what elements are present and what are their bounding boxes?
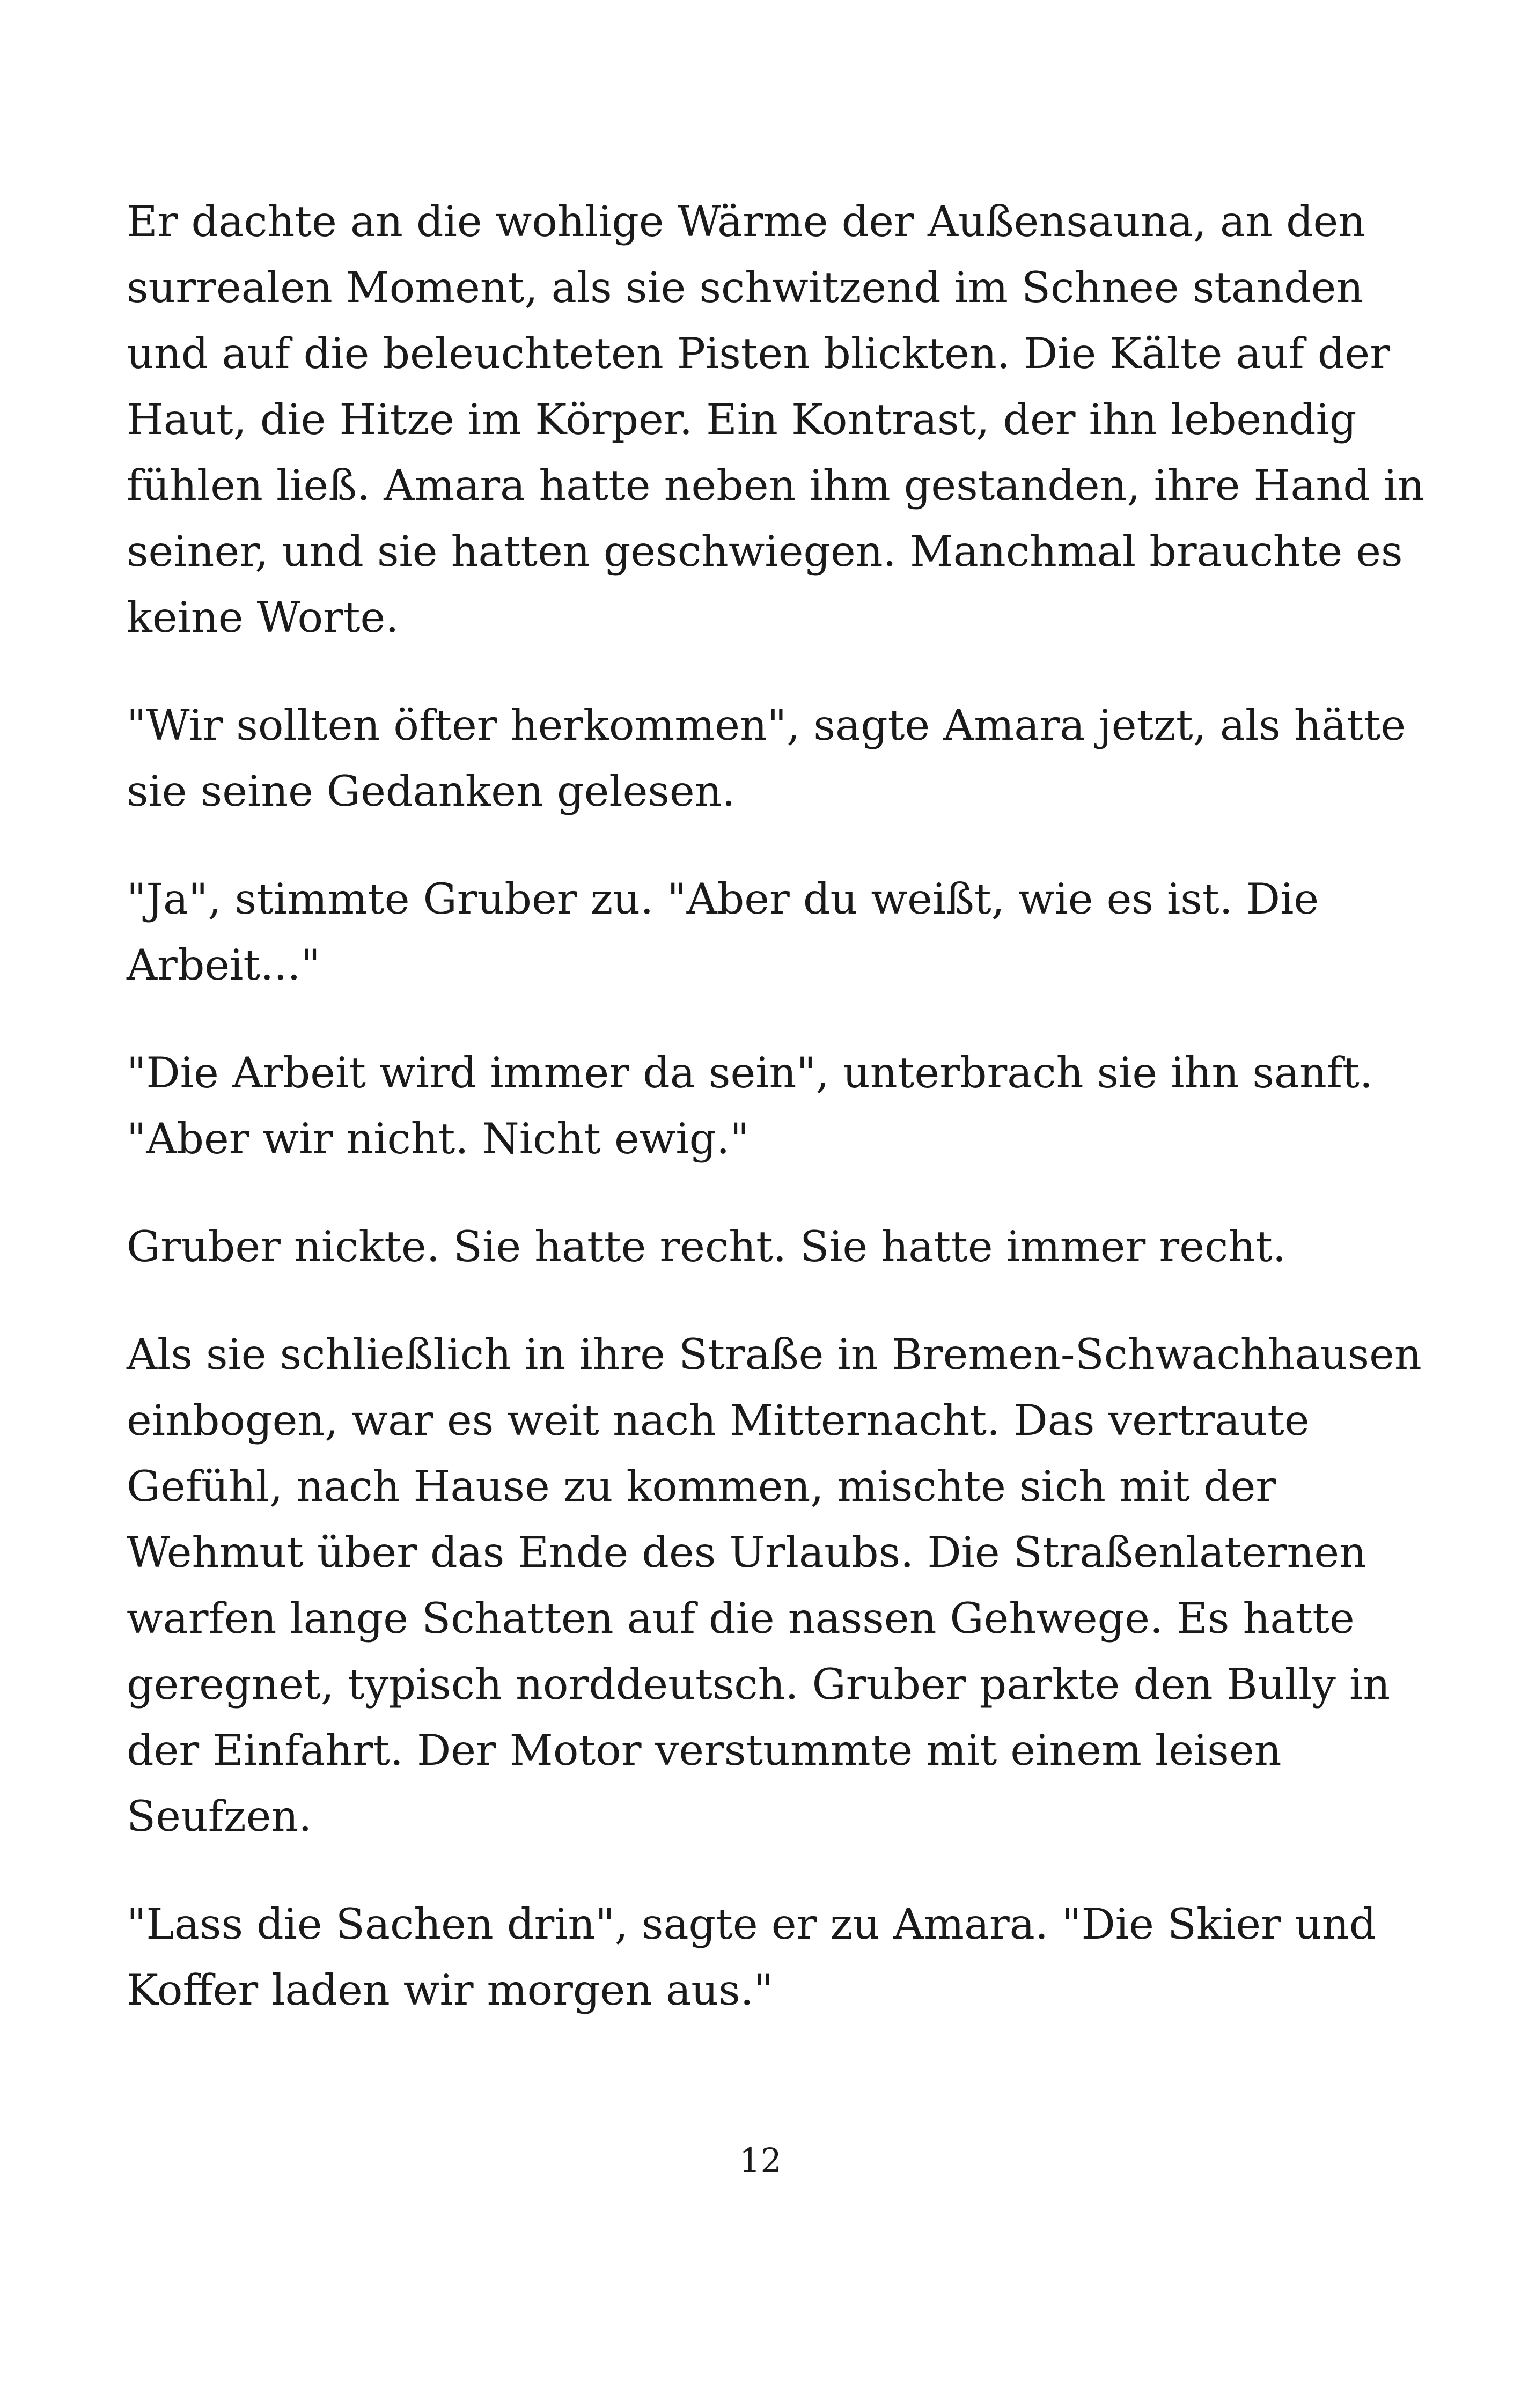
text-line: "Lass die Sachen drin", sagte er zu Amara. "Die Skier und	[127, 1899, 1377, 1949]
text-line: keine Worte.	[127, 593, 399, 642]
paragraph	[127, 189, 1425, 651]
text-line: seiner, und sie hatten geschwiegen. Manchmal brauchte es	[127, 527, 1403, 576]
text-line: Seufzen.	[127, 1792, 312, 1841]
text-line: Er dachte an die wohlige Wärme der Außensauna, an den	[127, 197, 1366, 246]
text-line: der Einfahrt. Der Motor verstummte mit einem leisen	[127, 1726, 1282, 1775]
text-line: "Die Arbeit wird immer da sein", unterbrach sie ihn sanft.	[127, 1048, 1373, 1098]
text-line: geregnet, typisch norddeutsch. Gruber parkte den Bully in	[127, 1660, 1391, 1709]
text-line: fühlen ließ. Amara hatte neben ihm gestanden, ihre Hand in	[127, 461, 1425, 510]
paragraph	[127, 1214, 1414, 1280]
text-line: Gefühl, nach Hause zu kommen, mischte sich mit der	[127, 1462, 1276, 1511]
paragraph	[127, 1040, 1414, 1172]
text-line: sie seine Gedanken gelesen.	[127, 767, 736, 816]
text-line: "Aber wir nicht. Nicht ewig."	[127, 1114, 750, 1164]
paragraph	[127, 693, 1414, 824]
text-line: Haut, die Hitze im Körper. Ein Kontrast, der ihn lebendig	[127, 395, 1357, 444]
paragraph	[127, 1322, 1422, 1850]
text-line: Koffer laden wir morgen aus."	[127, 1965, 774, 2015]
text-line: warfen lange Schatten auf die nassen Gehwege. Es hatte	[127, 1594, 1355, 1643]
page-number: 12	[739, 2141, 782, 2180]
text-line: "Ja", stimmte Gruber zu. "Aber du weißt, wie es ist. Die	[127, 874, 1319, 924]
body-text	[127, 189, 1425, 2065]
paragraph	[127, 866, 1414, 998]
text-line: Als sie schließlich in ihre Straße in Bremen-Schwachhausen	[127, 1330, 1422, 1379]
text-line: "Wir sollten öfter herkommen", sagte Amara jetzt, als hätte	[127, 701, 1406, 750]
text-line: Gruber nickte. Sie hatte recht. Sie hatte immer recht.	[127, 1222, 1286, 1271]
text-line: Wehmut über das Ende des Urlaubs. Die Straßenlaternen	[127, 1528, 1367, 1577]
text-line: Arbeit..."	[127, 940, 320, 990]
paragraph	[127, 1891, 1414, 2023]
text-line: surrealen Moment, als sie schwitzend im Schnee standen	[127, 263, 1364, 312]
text-line: einbogen, war es weit nach Mitternacht. Das vertraute	[127, 1396, 1310, 1445]
text-line: und auf die beleuchteten Pisten blickten. Die Kälte auf der	[127, 329, 1390, 378]
